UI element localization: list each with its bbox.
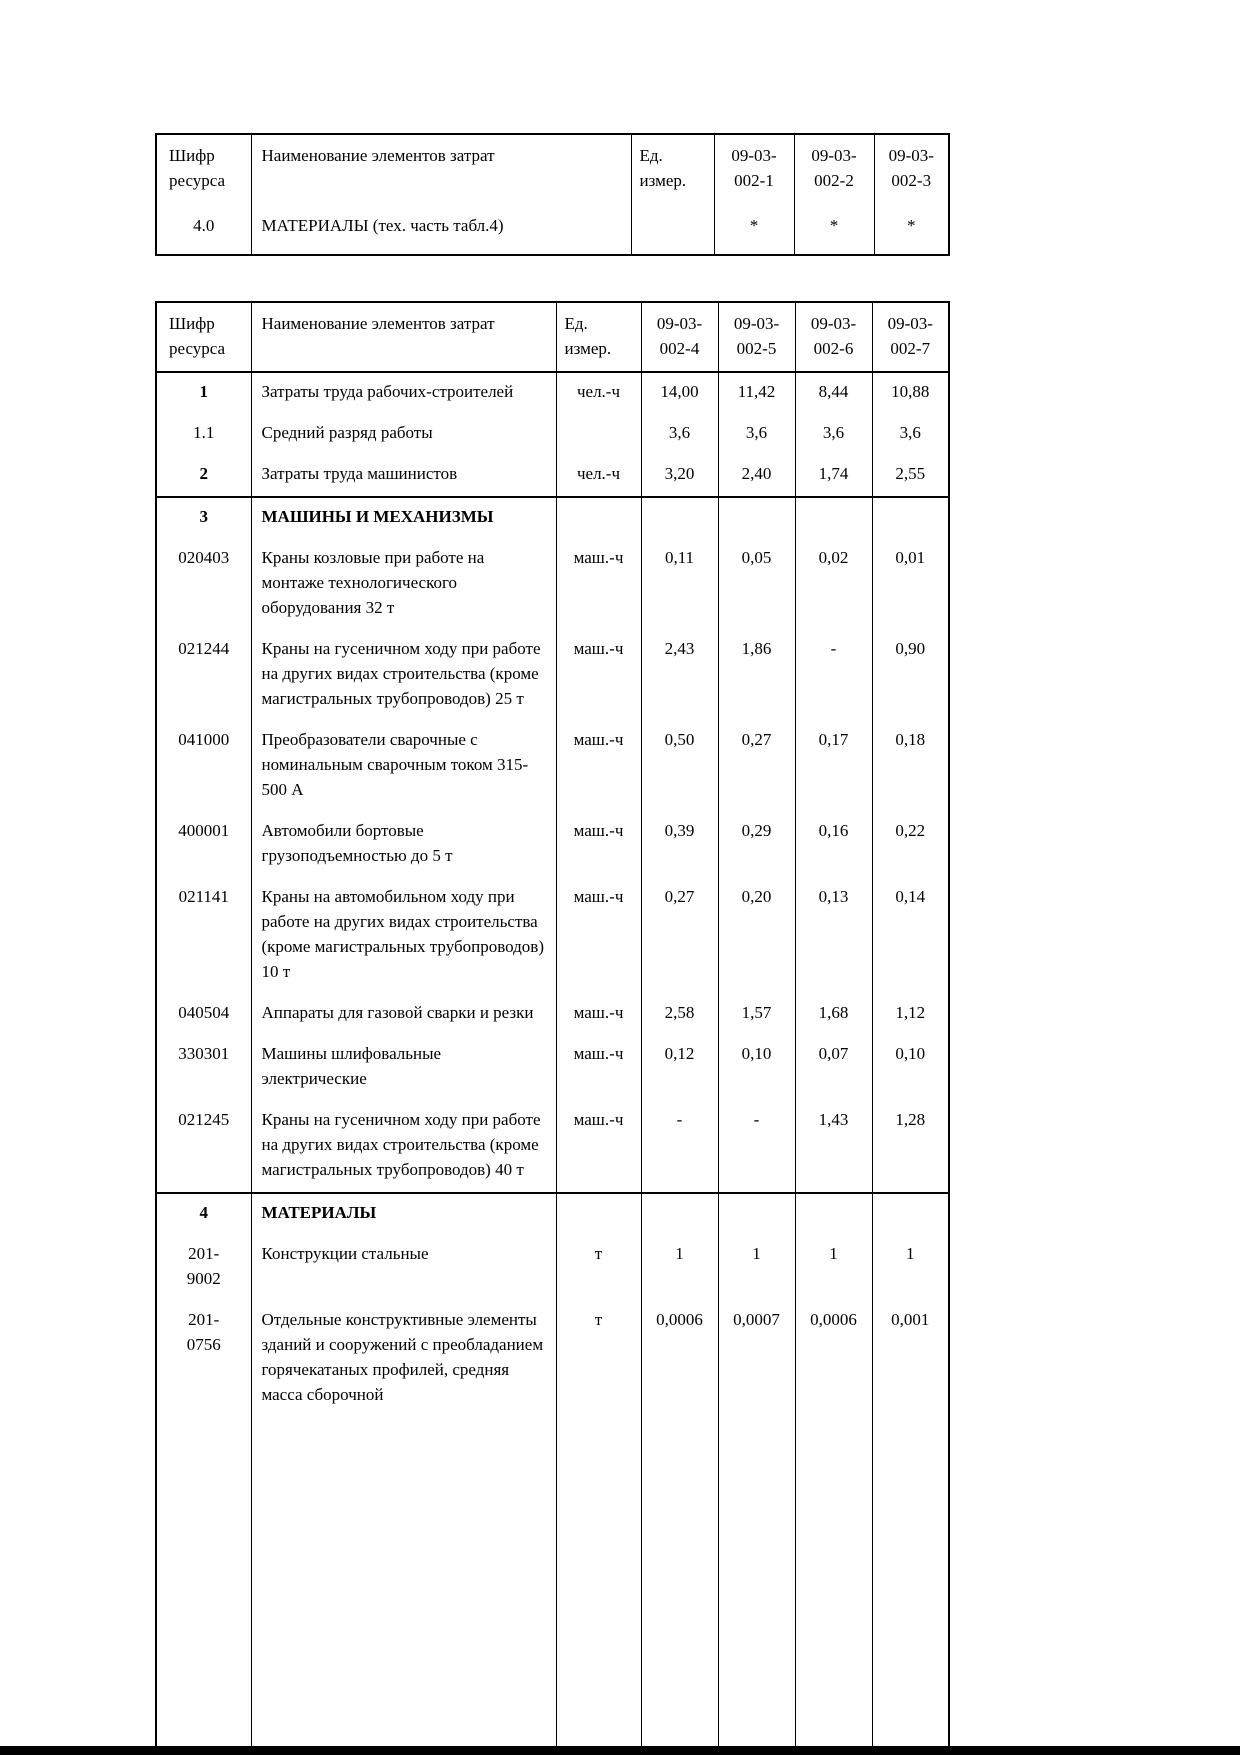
value-cell: 1 (795, 1235, 872, 1301)
value-cell: * (794, 203, 874, 255)
resource-code-cell: 020403 (156, 539, 251, 630)
value-cell: 0,39 (641, 812, 718, 878)
resource-code-cell: 1 (156, 372, 251, 414)
value-cell: 0,18 (872, 721, 949, 812)
table-row (156, 539, 949, 630)
value-cell (795, 497, 872, 539)
value-cell: 0,17 (795, 721, 872, 812)
page-bottom-scan-edge (0, 1746, 1240, 1755)
resource-code-cell: 400001 (156, 812, 251, 878)
value-cell: 8,44 (795, 372, 872, 414)
value-cell: 0,13 (795, 878, 872, 994)
value-cell (872, 1193, 949, 1235)
name-cell: Затраты труда машинистов (251, 455, 556, 497)
unit-cell: маш.-ч (556, 1101, 641, 1193)
name-cell: Краны козловые при работе на монтаже технологического оборудования 32 т (251, 539, 556, 630)
table-row (156, 1101, 949, 1193)
header-resource-code: Шифр ресурса (156, 302, 251, 372)
resource-code-cell: 3 (156, 497, 251, 539)
table-row-clipped (156, 1301, 949, 1748)
resource-code-cell: 4.0 (156, 203, 251, 255)
header-resource-code: Шифр ресурса (156, 134, 251, 203)
section-row (156, 497, 949, 539)
table-row (156, 878, 949, 994)
cost-table-top (155, 133, 950, 256)
header-norm-code: 09-03-002-7 (872, 302, 949, 372)
value-cell: 0,05 (718, 539, 795, 630)
value-cell: 0,22 (872, 812, 949, 878)
unit-cell: маш.-ч (556, 1035, 641, 1101)
name-cell: Краны на автомобильном ходу при работе на других видах строительства (кроме магистральных трубопроводов) 10 т (251, 878, 556, 994)
value-cell: 1,43 (795, 1101, 872, 1193)
cost-table-main (155, 301, 950, 1749)
value-cell (718, 1193, 795, 1235)
name-cell: Автомобили бортовые грузоподъемностью до 5 т (251, 812, 556, 878)
value-cell: 0,29 (718, 812, 795, 878)
resource-code-cell: 4 (156, 1193, 251, 1235)
value-cell: 0,27 (641, 878, 718, 994)
value-cell: 0,10 (718, 1035, 795, 1101)
unit-cell: маш.-ч (556, 539, 641, 630)
table-row (156, 455, 949, 497)
value-cell: - (795, 630, 872, 721)
name-cell: МАТЕРИАЛЫ (тех. часть табл.4) (251, 203, 631, 255)
resource-code-cell: 021244 (156, 630, 251, 721)
resource-code-cell: 201-9002 (156, 1235, 251, 1301)
name-cell: Машины шлифовальные электрические (251, 1035, 556, 1101)
value-cell: 14,00 (641, 372, 718, 414)
table-row (156, 1035, 949, 1101)
unit-cell: чел.-ч (556, 455, 641, 497)
header-unit: Ед. измер. (556, 302, 641, 372)
value-cell: 0,20 (718, 878, 795, 994)
value-cell: 3,6 (718, 414, 795, 455)
table-row (156, 203, 949, 255)
section-row (156, 1193, 949, 1235)
header-norm-code: 09-03-002-3 (874, 134, 949, 203)
page-content (155, 133, 950, 1749)
value-cell: 1,68 (795, 994, 872, 1035)
header-cost-name: Наименование элементов затрат (251, 134, 631, 203)
value-cell (795, 1193, 872, 1235)
value-cell: 2,55 (872, 455, 949, 497)
table-row (156, 630, 949, 721)
header-norm-code: 09-03-002-2 (794, 134, 874, 203)
value-cell: 0,27 (718, 721, 795, 812)
resource-code-cell: 041000 (156, 721, 251, 812)
header-row (156, 134, 949, 203)
unit-cell: маш.-ч (556, 721, 641, 812)
unit-cell: маш.-ч (556, 878, 641, 994)
table-row (156, 721, 949, 812)
unit-cell (556, 414, 641, 455)
value-cell: 1,12 (872, 994, 949, 1035)
value-cell: 1,57 (718, 994, 795, 1035)
unit-cell: т (556, 1235, 641, 1301)
name-cell: Отдельные конструктивные элементы зданий и сооружений с преобладанием горячекатаных профилей, средняя масса сборочной (251, 1301, 556, 1748)
name-cell: Аппараты для газовой сварки и резки (251, 994, 556, 1035)
unit-cell (556, 497, 641, 539)
resource-code-cell: 201-0756 (156, 1301, 251, 1748)
resource-code-cell: 021245 (156, 1101, 251, 1193)
value-cell: 1 (872, 1235, 949, 1301)
value-cell: 0,01 (872, 539, 949, 630)
value-cell: 0,16 (795, 812, 872, 878)
name-cell: Преобразователи сварочные с номинальным сварочным током 315-500 А (251, 721, 556, 812)
value-cell: * (714, 203, 794, 255)
value-cell: 0,001 (872, 1301, 949, 1748)
unit-cell: маш.-ч (556, 812, 641, 878)
unit-cell: маш.-ч (556, 630, 641, 721)
value-cell: - (641, 1101, 718, 1193)
name-cell: Краны на гусеничном ходу при работе на других видах строительства (кроме магистральных трубопроводов) 25 т (251, 630, 556, 721)
value-cell: 1,86 (718, 630, 795, 721)
unit-cell: чел.-ч (556, 372, 641, 414)
resource-code-cell: 330301 (156, 1035, 251, 1101)
value-cell: 1 (718, 1235, 795, 1301)
value-cell: 2,58 (641, 994, 718, 1035)
header-norm-code: 09-03-002-4 (641, 302, 718, 372)
header-cost-name: Наименование элементов затрат (251, 302, 556, 372)
header-unit: Ед. измер. (631, 134, 714, 203)
value-cell: 0,12 (641, 1035, 718, 1101)
header-norm-code: 09-03-002-1 (714, 134, 794, 203)
resource-code-cell: 1.1 (156, 414, 251, 455)
value-cell: 2,43 (641, 630, 718, 721)
value-cell: 0,90 (872, 630, 949, 721)
header-norm-code: 09-03-002-5 (718, 302, 795, 372)
value-cell: 0,0006 (641, 1301, 718, 1748)
value-cell: 0,0006 (795, 1301, 872, 1748)
unit-cell: маш.-ч (556, 994, 641, 1035)
table-row (156, 994, 949, 1035)
header-norm-code: 09-03-002-6 (795, 302, 872, 372)
section-title: МАТЕРИАЛЫ (251, 1193, 556, 1235)
value-cell: 1,74 (795, 455, 872, 497)
table-row (156, 812, 949, 878)
table-row (156, 1235, 949, 1301)
section-title: МАШИНЫ И МЕХАНИЗМЫ (251, 497, 556, 539)
name-cell: Затраты труда рабочих-строителей (251, 372, 556, 414)
value-cell (718, 497, 795, 539)
resource-code-cell: 2 (156, 455, 251, 497)
value-cell: 0,10 (872, 1035, 949, 1101)
resource-code-cell: 021141 (156, 878, 251, 994)
table-row (156, 372, 949, 414)
value-cell: 0,14 (872, 878, 949, 994)
table-row (156, 414, 949, 455)
unit-cell: т (556, 1301, 641, 1748)
value-cell: 0,11 (641, 539, 718, 630)
unit-cell (556, 1193, 641, 1235)
value-cell: 1 (641, 1235, 718, 1301)
unit-cell (631, 203, 714, 255)
value-cell (641, 497, 718, 539)
value-cell (641, 1193, 718, 1235)
value-cell: 0,07 (795, 1035, 872, 1101)
value-cell: 3,6 (795, 414, 872, 455)
value-cell: * (874, 203, 949, 255)
name-cell: Краны на гусеничном ходу при работе на других видах строительства (кроме магистральных трубопроводов) 40 т (251, 1101, 556, 1193)
value-cell: 0,0007 (718, 1301, 795, 1748)
value-cell: - (718, 1101, 795, 1193)
name-cell: Средний разряд работы (251, 414, 556, 455)
value-cell (872, 497, 949, 539)
value-cell: 3,6 (872, 414, 949, 455)
value-cell: 0,50 (641, 721, 718, 812)
value-cell: 1,28 (872, 1101, 949, 1193)
name-cell: Конструкции стальные (251, 1235, 556, 1301)
value-cell: 0,02 (795, 539, 872, 630)
value-cell: 10,88 (872, 372, 949, 414)
value-cell: 2,40 (718, 455, 795, 497)
resource-code-cell: 040504 (156, 994, 251, 1035)
value-cell: 3,20 (641, 455, 718, 497)
value-cell: 3,6 (641, 414, 718, 455)
value-cell: 11,42 (718, 372, 795, 414)
header-row (156, 302, 949, 372)
